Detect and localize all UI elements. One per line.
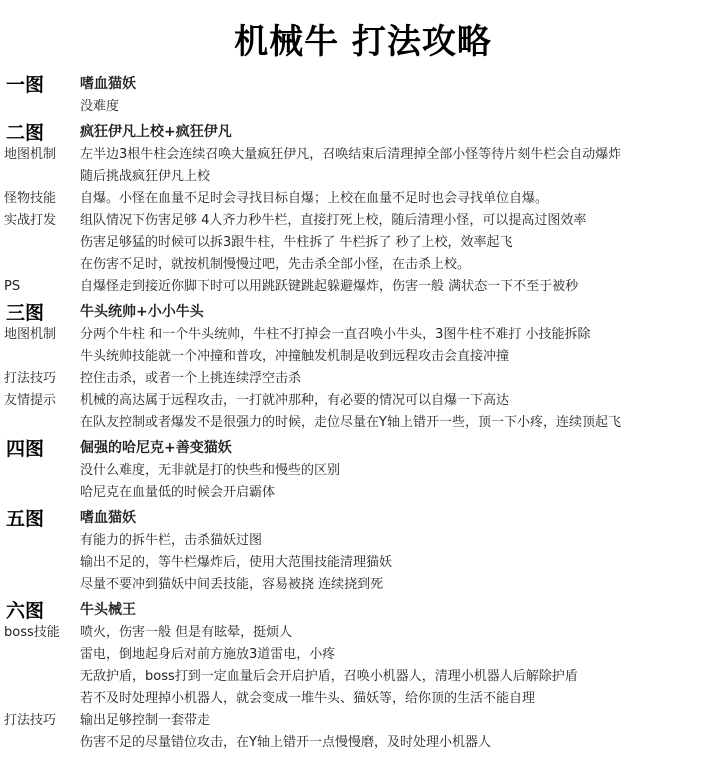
- page-title: 机械牛 打法攻略: [234, 22, 492, 62]
- guide-document: [0, 70, 726, 754]
- info-row: [0, 390, 726, 434]
- text-line: 雷电，倒地起身后对前方施放3道雷电，小疼: [80, 647, 336, 662]
- stage-header: [0, 596, 726, 622]
- info-row: [0, 710, 726, 754]
- text-line: 无敌护盾，boss打到一定血量后会开启护盾，召唤小机器人，清理小机器人后解除护盾: [80, 669, 578, 684]
- info-row: [0, 188, 726, 210]
- text-line: 牛头统帅技能就一个冲撞和普攻，冲撞触发机制是收到远程攻击会直接冲撞: [80, 349, 510, 364]
- text-line: 随后挑战疯狂伊凡上校: [80, 169, 211, 184]
- text-line: 组队情况下伤害足够 4人齐力秒牛栏，直接打死上校，随后清理小怪，可以提高过图效率: [80, 213, 587, 228]
- stage-header: [0, 118, 726, 144]
- stage-number: 一图: [6, 73, 45, 96]
- stage-number: 四图: [6, 437, 45, 460]
- text-line: 自爆怪走到接近你脚下时可以用跳跃键跳起躲避爆炸，伤害一般 满状态一下不至于被秒: [80, 279, 579, 294]
- text-line: 若不及时处理掉小机器人，就会变成一堆牛头、猫妖等，给你顶的生活不能自理: [80, 691, 536, 706]
- text-line: 没什么难度，无非就是打的快些和慢些的区别: [80, 463, 341, 478]
- info-row: [0, 96, 726, 118]
- stage-boss: 牛头统帅+小小牛头: [80, 304, 204, 320]
- stage-boss: 嗜血猫妖: [80, 76, 136, 92]
- info-row: [0, 324, 726, 368]
- text-line: 喷火，伤害一般 但是有眩晕，挺烦人: [80, 625, 293, 640]
- text-line: 在队友控制或者爆发不是很强力的时候，走位尽量在Y轴上错开一些，顶一下小疼，连续顶起飞: [80, 415, 621, 430]
- row-label: 地图机制: [4, 327, 57, 342]
- info-row: [0, 460, 726, 504]
- text-line: 尽量不要冲到猫妖中间丢技能，容易被挠 连续挠到死: [80, 577, 384, 592]
- info-row: [0, 144, 726, 188]
- text-line: 输出足够控制一套带走: [80, 713, 211, 728]
- text-line: 哈尼克在血量低的时候会开启霸体: [80, 485, 276, 500]
- text-line: 伤害不足的尽量错位攻击，在Y轴上错开一点慢慢磨，及时处理小机器人: [80, 735, 491, 750]
- info-row: [0, 530, 726, 596]
- text-line: 分两个牛柱 和一个牛头统帅，牛柱不打掉会一直召唤小牛头，3图牛柱不难打 小技能拆除: [80, 327, 591, 342]
- row-label: 打法技巧: [4, 713, 57, 728]
- stage-header: [0, 434, 726, 460]
- row-label: 怪物技能: [4, 191, 57, 206]
- text-line: 机械的高达属于远程攻击，一打就冲那种，有必要的情况可以自爆一下高达: [80, 393, 510, 408]
- stage-number: 三图: [6, 301, 45, 324]
- stage-boss: 牛头械王: [80, 602, 136, 618]
- text-line: 在伤害不足时，就按机制慢慢过吧，先击杀全部小怪，在击杀上校。: [80, 257, 471, 272]
- text-line: 没难度: [80, 99, 120, 114]
- stage-number: 二图: [6, 121, 45, 144]
- info-row: [0, 368, 726, 390]
- text-line: 有能力的拆牛栏，击杀猫妖过图: [80, 533, 263, 548]
- stage-number: 五图: [6, 507, 45, 530]
- info-row: [0, 276, 726, 298]
- stage-header: [0, 298, 726, 324]
- row-label: 友情提示: [4, 393, 57, 408]
- stage-number: 六图: [6, 599, 45, 622]
- stage-header: [0, 504, 726, 530]
- row-label: 实战打发: [4, 213, 57, 228]
- text-line: 伤害足够猛的时候可以拆3跟牛柱，牛柱拆了 牛栏拆了 秒了上校，效率起飞: [80, 235, 513, 250]
- row-label: boss技能: [4, 625, 60, 640]
- stage-boss: 嗜血猫妖: [80, 510, 136, 526]
- text-line: 输出不足的，等牛栏爆炸后，使用大范围技能清理猫妖: [80, 555, 393, 570]
- row-label: PS: [4, 279, 21, 294]
- stage-boss: 疯狂伊凡上校+疯狂伊凡: [80, 124, 232, 140]
- text-line: 自爆。小怪在血量不足时会寻找目标自爆；上校在血量不足时也会寻找单位自爆。: [80, 191, 549, 206]
- info-row: [0, 210, 726, 276]
- stage-boss: 倔强的哈尼克+善变猫妖: [80, 440, 232, 456]
- stage-header: [0, 70, 726, 96]
- row-label: 地图机制: [4, 147, 57, 162]
- text-line: 控住击杀，或者一个上挑连续浮空击杀: [80, 371, 302, 386]
- text-line: 左半边3根牛柱会连续召唤大量疯狂伊凡，召唤结束后清理掉全部小怪等待片刻牛栏会自动爆炸: [80, 147, 622, 162]
- info-row: [0, 622, 726, 710]
- row-label: 打法技巧: [4, 371, 57, 386]
